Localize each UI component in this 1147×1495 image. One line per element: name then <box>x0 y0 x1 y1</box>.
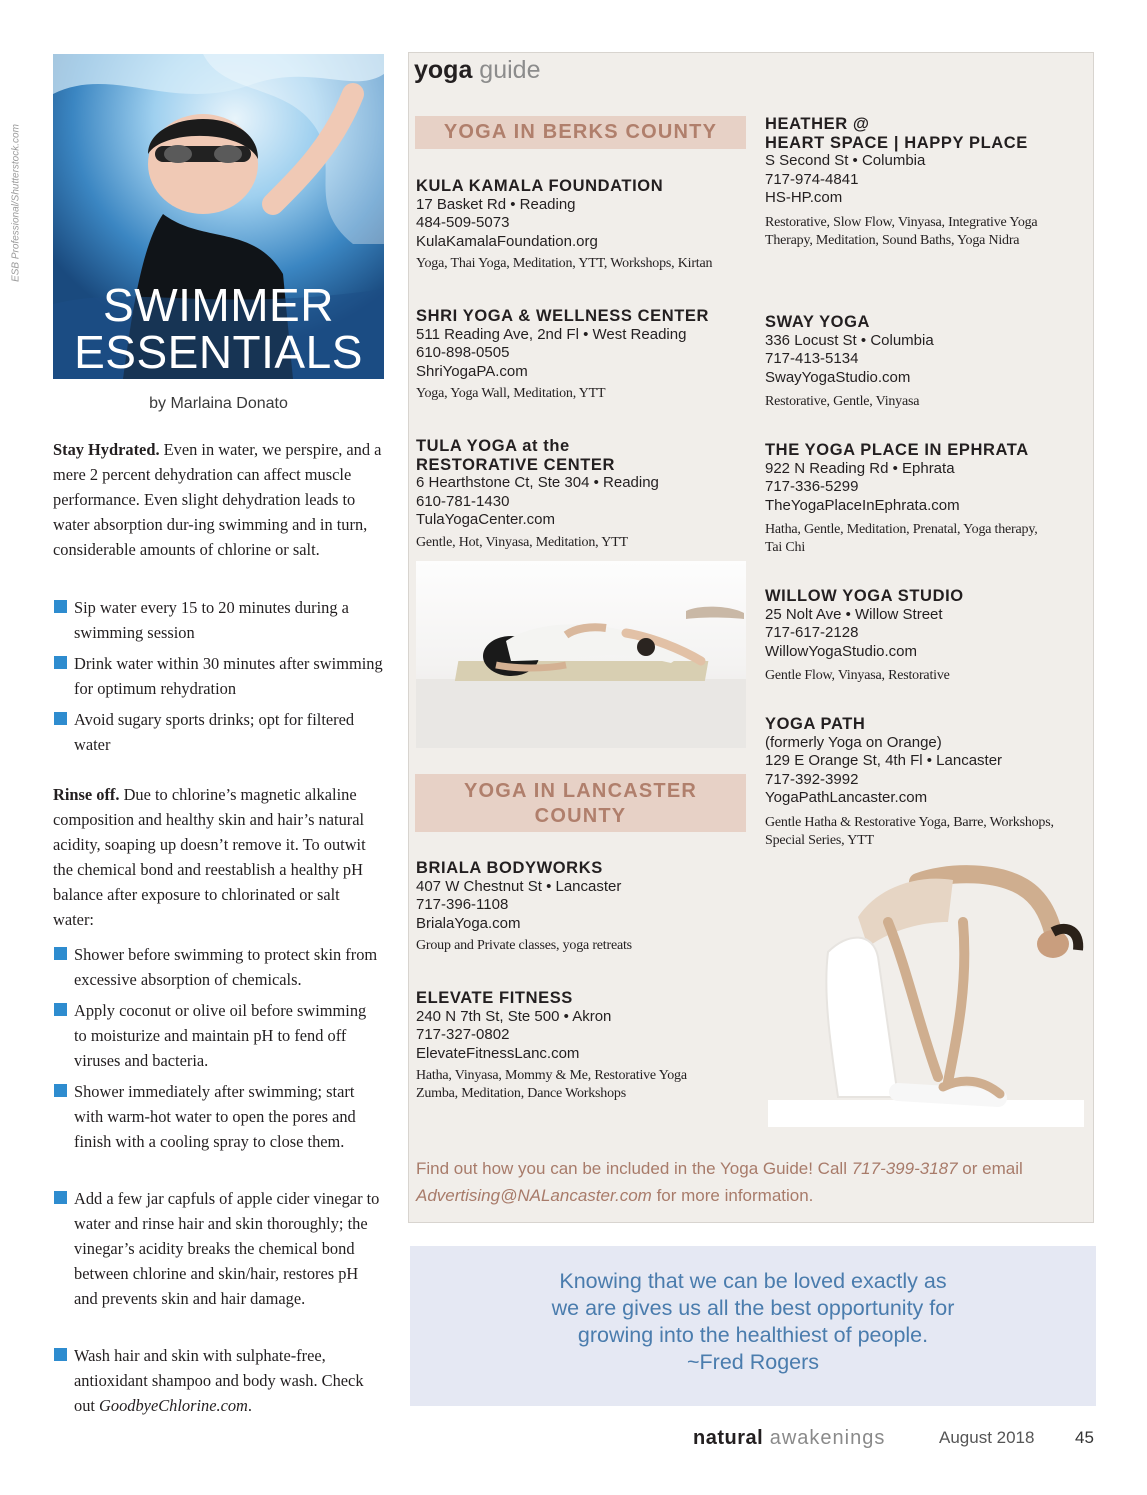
studio-phone: 717-336-5299 <box>765 478 859 495</box>
quote-line: Knowing that we can be loved exactly as <box>559 1269 947 1293</box>
bullet-text: Apply coconut or olive oil before swimming to moisturize and maintain pH to fend off viruses and bacteria. <box>74 1001 367 1070</box>
bullet-text: Shower immediately after swimming; start with warm-hot water to open the pores and finish with a cooling spray to close them. <box>74 1082 356 1151</box>
bullet-square-icon <box>54 712 67 725</box>
magazine-logo <box>693 1427 885 1450</box>
studio-listing <box>416 177 746 273</box>
studio-website[interactable]: SwayYogaStudio.com <box>765 368 911 386</box>
studio-address: 922 N Reading Rd • Ephrata <box>765 459 955 477</box>
bullet-item <box>53 1186 383 1311</box>
yoga-guide-promo <box>416 1155 1076 1209</box>
bullet-square-icon <box>54 947 67 960</box>
studio-name: SHRI YOGA & WELLNESS CENTER <box>416 307 710 325</box>
bullet-square-icon <box>54 1348 67 1361</box>
studio-classes: Hatha, Gentle, Meditation, Prenatal, Yoga therapy, <box>765 522 1038 537</box>
page-number: 45 <box>1075 1428 1094 1447</box>
studio-name: KULA KAMALA FOUNDATION <box>416 177 664 195</box>
studio-name: RESTORATIVE CENTER <box>416 455 616 474</box>
article-paragraph-2 <box>53 782 383 932</box>
studio-website[interactable]: ShriYogaPA.com <box>416 362 528 380</box>
studio-listing <box>416 989 756 1103</box>
studio-classes: Therapy, Meditation, Sound Baths, Yoga Nidra <box>765 232 1020 248</box>
bullet-square-icon <box>54 1191 67 1204</box>
studio-classes: Restorative, Gentle, Vinyasa <box>765 394 920 409</box>
bullet-item <box>53 1079 383 1154</box>
studio-name: TULA YOGA at the <box>416 437 570 455</box>
studio-name: HEART SPACE | HAPPY PLACE <box>765 133 1028 152</box>
studio-listing <box>765 715 1090 850</box>
promo-text: or email <box>957 1159 1023 1178</box>
bullet-item <box>53 595 383 645</box>
quote-text <box>410 1268 1096 1349</box>
studio-listing <box>765 313 1090 411</box>
studio-name: ELEVATE FITNESS <box>416 989 573 1007</box>
studio-classes: Gentle Hatha & Restorative Yoga, Barre, Workshops, <box>765 814 1054 830</box>
studio-phone: 610-898-0505 <box>416 344 510 361</box>
page-footer <box>693 1427 1113 1451</box>
studio-address: 336 Locust St • Columbia <box>765 331 934 349</box>
studio-former-name: (formerly Yoga on Orange) <box>765 733 942 751</box>
quote-box <box>410 1246 1096 1406</box>
studio-phone: 717-327-0802 <box>416 1026 510 1043</box>
studio-listing <box>765 441 1090 557</box>
paragraph-lead: Stay Hydrated. <box>53 440 160 459</box>
studio-listing <box>416 859 746 955</box>
hero-title <box>53 279 384 378</box>
studio-phone: 484-509-5073 <box>416 214 510 231</box>
article-paragraph-1 <box>53 437 383 562</box>
studio-phone: 717-396-1108 <box>416 896 509 913</box>
studio-address: S Second St • Columbia <box>765 152 926 169</box>
issue-date: August 2018 <box>939 1428 1035 1447</box>
studio-classes: Zumba, Meditation, Dance Workshops <box>416 1086 626 1101</box>
studio-website[interactable]: HS-HP.com <box>765 189 843 206</box>
studio-address: 240 N 7th St, Ste 500 • Akron <box>416 1007 612 1025</box>
childs-pose-illustration <box>416 561 746 748</box>
bullet-square-icon <box>54 600 67 613</box>
studio-classes: Special Series, YTT <box>765 832 874 848</box>
bullet-text-end: . <box>247 1396 253 1415</box>
studio-classes: Restorative, Slow Flow, Vinyasa, Integrative Yoga <box>765 214 1038 230</box>
lancaster-county-banner <box>415 774 746 832</box>
studio-name: THE YOGA PLACE IN EPHRATA <box>765 441 1029 459</box>
logo-light: awakenings <box>763 1427 886 1449</box>
studio-phone: 717-413-5134 <box>765 350 859 367</box>
studio-classes: Group and Private classes, yoga retreats <box>416 938 632 953</box>
yoga-guide-title <box>414 56 540 85</box>
studio-classes: Gentle Flow, Vinyasa, Restorative <box>765 668 950 683</box>
bullet-text: Sip water every 15 to 20 minutes during a swimming session <box>74 598 349 642</box>
bullet-text <box>74 1343 383 1418</box>
camel-pose-illustration <box>768 862 1084 1127</box>
bullet-item <box>53 942 383 992</box>
paragraph-body: Due to chlorine’s magnetic alkaline composition and healthy skin and hair’s natural acidity, soaping up doesn’t remove it. To outwit the chemical bond and reestablish a healthy pH balance after exposure to chlorinated or salt water: <box>53 785 366 929</box>
bullet-text: Add a few jar capfuls of apple cider vinegar to water and rinse hair and skin thoroughly; the vinegar’s acidity breaks the chemical bond between chlorine and skin/hair, restores pH and prevents skin and hair damage. <box>74 1189 380 1308</box>
lancaster-banner-line1: YOGA IN LANCASTER <box>464 780 697 802</box>
studio-address: 511 Reading Ave, 2nd Fl • West Reading <box>416 325 687 343</box>
paragraph-lead: Rinse off. <box>53 785 120 804</box>
studio-website[interactable]: KulaKamalaFoundation.org <box>416 232 598 250</box>
studio-name: SWAY YOGA <box>765 313 871 331</box>
bullet-text-main: Wash hair and skin with sulphate-free, antioxidant shampoo and body wash. Check out <box>74 1346 364 1415</box>
studio-classes: Hatha, Vinyasa, Mommy & Me, Restorative Yoga <box>416 1068 687 1083</box>
bullet-text: Drink water within 30 minutes after swimming for optimum rehydration <box>74 654 383 698</box>
studio-website[interactable]: TheYogaPlaceInEphrata.com <box>765 496 960 514</box>
studio-website[interactable]: YogaPathLancaster.com <box>765 789 928 806</box>
bullet-item <box>53 998 383 1073</box>
studio-name: HEATHER @ <box>765 115 870 133</box>
studio-website[interactable]: BrialaYoga.com <box>416 914 521 932</box>
yoga-photo-camel-pose <box>768 862 1084 1127</box>
bullet-item <box>53 707 383 757</box>
studio-address: 25 Nolt Ave • Willow Street <box>765 605 943 623</box>
studio-website[interactable]: TulaYogaCenter.com <box>416 511 555 528</box>
promo-phone[interactable]: 717-399-3187 <box>851 1159 958 1178</box>
studio-name: WILLOW YOGA STUDIO <box>765 587 964 605</box>
bullet-square-icon <box>54 1084 67 1097</box>
studio-classes: Yoga, Thai Yoga, Meditation, YTT, Workshops, Kirtan <box>416 256 713 271</box>
lancaster-banner-line2: COUNTY <box>534 805 627 827</box>
studio-phone: 610-781-1430 <box>416 492 510 510</box>
paragraph-body: Even in water, we perspire, and a mere 2 percent dehydration can affect muscle performance. Even slight dehydration leads to water absorption dur-ing swimming and in turn, considerable amounts of chlorine or salt. <box>53 440 382 559</box>
goodbye-chlorine-link[interactable]: GoodbyeChlorine.com <box>99 1396 248 1415</box>
bullet-item <box>53 651 383 701</box>
berks-county-banner <box>415 116 746 149</box>
quote-line: growing into the healthiest of people. <box>577 1323 929 1347</box>
photo-credit <box>4 118 28 288</box>
studio-listing <box>765 115 1090 250</box>
quote-line: we are gives us all the best opportunity for <box>551 1296 955 1320</box>
studio-website[interactable]: WillowYogaStudio.com <box>765 642 918 660</box>
bullet-text: Shower before swimming to protect skin from excessive absorption of chemicals. <box>74 945 378 989</box>
hero-title-line2: ESSENTIALS <box>74 326 363 378</box>
studio-phone: 717-392-3992 <box>765 770 859 788</box>
studio-address: 407 W Chestnut St • Lancaster <box>416 877 622 895</box>
berks-banner-text: YOGA IN BERKS COUNTY <box>443 121 718 143</box>
photo-credit-text: ESB Professional/Shutterstock.com <box>10 124 22 282</box>
studio-listing <box>416 307 746 403</box>
byline: by Marlaina Donato <box>149 395 288 412</box>
studio-phone: 717-974-4841 <box>765 170 859 188</box>
studio-classes: Tai Chi <box>765 540 806 555</box>
logo-bold: natural <box>693 1427 764 1449</box>
hero-title-line1: SWIMMER <box>103 279 334 331</box>
promo-text: for more information. <box>651 1186 814 1205</box>
studio-classes: Gentle, Hot, Vinyasa, Meditation, YTT <box>416 534 628 550</box>
bullet-square-icon <box>54 656 67 669</box>
yoga-photo-childs-pose <box>416 561 746 748</box>
quote-author: ~Fred Rogers <box>686 1350 820 1374</box>
studio-address: 17 Basket Rd • Reading <box>416 195 576 213</box>
studio-name: YOGA PATH <box>765 715 866 733</box>
studio-website[interactable]: ElevateFitnessLanc.com <box>416 1044 580 1062</box>
bullet-square-icon <box>54 1003 67 1016</box>
promo-text: Find out how you can be included in the Yoga Guide! Call <box>416 1159 852 1178</box>
studio-phone: 717-617-2128 <box>765 624 859 641</box>
bullet-item <box>53 1343 383 1418</box>
studio-listing <box>416 437 746 552</box>
studio-address: 129 E Orange St, 4th Fl • Lancaster <box>765 752 1003 769</box>
hero-image <box>53 54 384 379</box>
studio-name: BRIALA BODYWORKS <box>416 859 603 877</box>
bullet-text: Avoid sugary sports drinks; opt for filtered water <box>74 710 355 754</box>
promo-email-link[interactable]: Advertising@NALancaster.com <box>416 1186 652 1205</box>
studio-address: 6 Hearthstone Ct, Ste 304 • Reading <box>416 474 659 491</box>
studio-listing <box>765 587 1090 685</box>
guide-title-bold: yoga <box>414 56 473 84</box>
guide-title-light: guide <box>472 56 541 84</box>
studio-classes: Yoga, Yoga Wall, Meditation, YTT <box>416 386 606 401</box>
